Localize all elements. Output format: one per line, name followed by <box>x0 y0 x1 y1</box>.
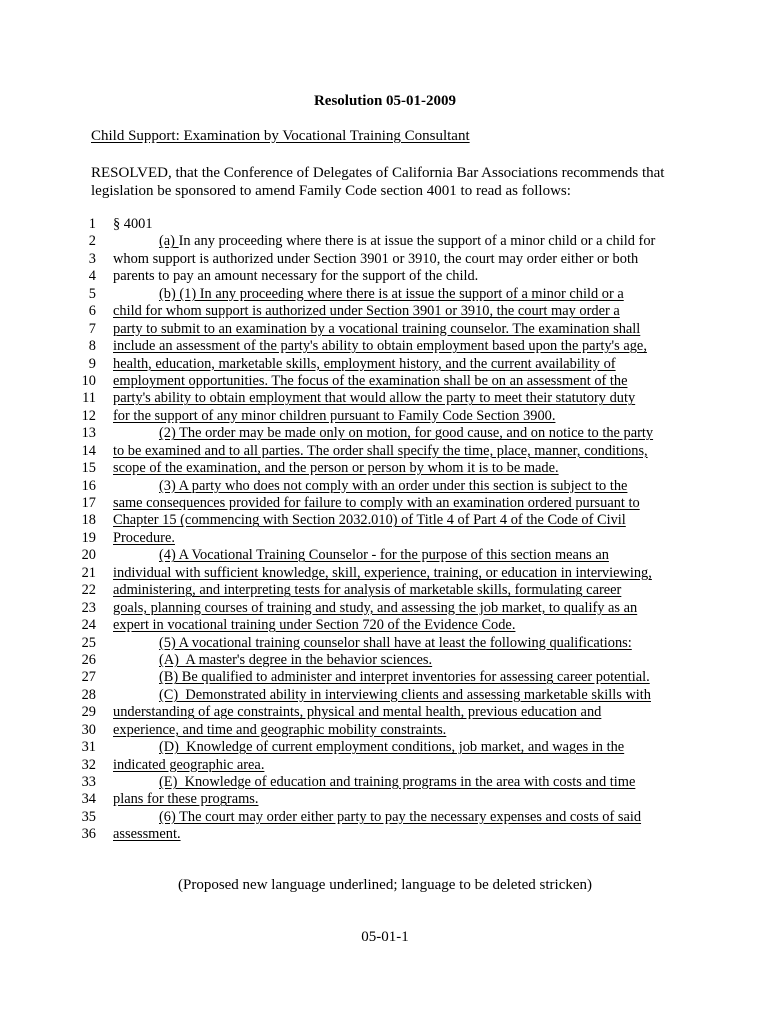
line-text <box>113 390 635 407</box>
plain-text: parents to pay an amount necessary for the support of the child. <box>113 268 479 285</box>
statute-line <box>0 826 770 843</box>
line-text <box>159 774 635 791</box>
line-number: 6 <box>88 303 96 320</box>
line-text <box>159 652 432 669</box>
plain-text: In any proceeding where there is at issue the support of a minor child or a child for <box>178 233 656 250</box>
underlined-text: (A) A master's degree in the behavior sciences. <box>159 651 433 668</box>
statute-line <box>0 600 770 617</box>
statute-line <box>0 443 770 460</box>
line-text <box>113 582 621 599</box>
underlined-text: plans for these programs. <box>113 791 259 808</box>
line-number: 4 <box>88 268 96 285</box>
line-text <box>159 635 632 652</box>
statute-line <box>0 408 770 425</box>
document-title: Resolution 05-01-2009 <box>313 93 457 109</box>
line-number: 14 <box>81 442 96 459</box>
line-text <box>113 600 637 617</box>
underlined-text: (a) <box>159 233 179 250</box>
line-text <box>159 425 653 442</box>
line-number: 1 <box>88 216 96 232</box>
statute-line <box>0 652 770 669</box>
line-text <box>159 669 650 686</box>
line-number: 21 <box>81 564 96 581</box>
underlined-text: expert in vocational training under Section 720 of the Evidence Code. <box>113 617 516 634</box>
line-text <box>159 739 624 756</box>
line-number: 9 <box>88 355 96 372</box>
statute-line <box>0 216 770 233</box>
line-number: 31 <box>81 739 96 756</box>
line-number: 5 <box>88 285 96 302</box>
line-text <box>113 216 153 233</box>
statute-line <box>0 338 770 355</box>
statute-line <box>0 286 770 303</box>
page-number: 05-01-1 <box>361 929 409 945</box>
underlined-text: scope of the examination, and the person or person by whom it is to be made. <box>113 460 559 477</box>
statute-line <box>0 635 770 652</box>
underlined-text: party to submit to an examination by a vocational training counselor. The examination shall <box>113 320 641 337</box>
line-number: 27 <box>81 669 96 686</box>
underlined-text: (4) A Vocational Training Counselor - for the purpose of this section means an <box>159 547 609 564</box>
line-number: 8 <box>88 338 96 355</box>
line-number: 12 <box>81 407 96 424</box>
line-text <box>113 321 640 338</box>
line-number: 17 <box>81 495 96 511</box>
line-text <box>159 687 651 704</box>
statute-line <box>0 478 770 495</box>
statute-line <box>0 233 770 250</box>
underlined-text: understanding of age constraints, physical and mental health, previous education and <box>113 704 602 721</box>
line-number: 36 <box>81 826 96 843</box>
statute-line <box>0 704 770 721</box>
statute-line <box>0 373 770 390</box>
underlined-text: Procedure. <box>113 529 175 546</box>
underlined-text: (2) The order may be made only on motion, for good cause, and on notice to the party <box>159 425 654 442</box>
underlined-text: (3) A party who does not comply with an order under this section is subject to the <box>159 477 628 494</box>
underlined-text: assessment. <box>113 826 181 843</box>
line-number: 28 <box>81 686 96 703</box>
underlined-text: health, education, marketable skills, employment history, and the current availability of <box>113 355 616 372</box>
line-text <box>113 495 640 512</box>
line-text <box>113 565 652 582</box>
underlined-text: (6) The court may order either party to pay the necessary expenses and costs of said <box>159 808 642 825</box>
underlined-text: (b) (1) In any proceeding where there is at issue the support of a minor child or a <box>159 285 624 302</box>
resolved-paragraph <box>91 164 691 200</box>
line-text <box>113 617 515 634</box>
numbered-statute-lines <box>0 216 770 844</box>
line-number: 32 <box>81 756 96 773</box>
underlined-text: administering, and interpreting tests for analysis of marketable skills, formulating career <box>113 582 622 599</box>
statute-line <box>0 582 770 599</box>
underlined-text: (C) Demonstrated ability in interviewing clients and assessing marketable skills with <box>159 686 651 703</box>
underlined-text: party's ability to obtain employment that would allow the party to meet their statutory duty <box>113 390 636 407</box>
line-text <box>113 408 555 425</box>
statute-line <box>0 356 770 373</box>
line-text <box>113 356 616 373</box>
line-number: 19 <box>81 529 96 546</box>
line-text <box>159 547 609 564</box>
line-number: 18 <box>81 512 96 529</box>
line-text <box>113 757 264 774</box>
line-text <box>113 530 175 547</box>
line-number: 33 <box>81 774 96 790</box>
line-text <box>113 460 559 477</box>
underlined-text: employment opportunities. The focus of the examination shall be on an assessment of the <box>113 372 628 389</box>
underlined-text: child for whom support is authorized under Section 3901 or 3910, the court may order a <box>113 303 620 320</box>
resolved-line-2: legislation be sponsored to amend Family Code section 4001 to read as follows: <box>91 183 571 199</box>
line-number: 2 <box>88 233 96 250</box>
resolved-line-1: RESOLVED, that the Conference of Delegates of California Bar Associations recommends that <box>91 165 665 181</box>
line-number: 23 <box>81 599 96 616</box>
line-text <box>113 338 647 355</box>
plain-text: whom support is authorized under Section 3901 or 3910, the court may order either or both <box>113 250 639 267</box>
statute-line <box>0 565 770 582</box>
statute-line <box>0 390 770 407</box>
line-text <box>159 286 624 303</box>
line-number: 7 <box>88 320 96 337</box>
statute-line <box>0 512 770 529</box>
line-text <box>113 373 628 390</box>
document-subtitle: Child Support: Examination by Vocational Training Consultant <box>91 128 470 144</box>
line-number: 34 <box>81 791 96 808</box>
statute-line <box>0 809 770 826</box>
line-number: 35 <box>81 808 96 825</box>
statute-line <box>0 251 770 268</box>
underlined-text: same consequences provided for failure to comply with an examination ordered pursuant to <box>113 495 640 511</box>
statute-line <box>0 791 770 808</box>
line-number: 30 <box>81 721 96 738</box>
line-number: 24 <box>81 617 96 634</box>
statute-line <box>0 460 770 477</box>
line-text <box>113 791 258 808</box>
statute-line <box>0 268 770 285</box>
line-text <box>159 809 641 826</box>
underlined-text: indicated geographic area. <box>113 756 265 773</box>
line-text <box>113 251 638 268</box>
statute-line <box>0 669 770 686</box>
line-number: 13 <box>81 425 96 442</box>
statute-line <box>0 547 770 564</box>
line-text <box>113 268 478 285</box>
line-number: 16 <box>81 477 96 494</box>
line-number: 10 <box>81 372 96 389</box>
statute-line <box>0 530 770 547</box>
line-number: 11 <box>82 390 96 407</box>
line-text <box>113 704 601 721</box>
underlined-text: (D) Knowledge of current employment conditions, job market, and wages in the <box>159 739 625 756</box>
underlined-text: individual with sufficient knowledge, skill, experience, training, or education in interviewing, <box>113 564 652 581</box>
statute-line <box>0 687 770 704</box>
statute-line <box>0 722 770 739</box>
plain-text: § 4001 <box>113 216 153 232</box>
line-text <box>113 512 626 529</box>
underlined-text: Chapter 15 (commencing with Section 2032.010) of Title 4 of Part 4 of the Code of Civil <box>113 512 626 529</box>
underlined-text: include an assessment of the party's ability to obtain employment based upon the party's age, <box>113 338 647 355</box>
statute-line <box>0 425 770 442</box>
underlined-text: for the support of any minor children pursuant to Family Code Section 3900. <box>113 407 556 424</box>
line-text <box>159 233 655 250</box>
statute-line <box>0 303 770 320</box>
underlined-text: goals, planning courses of training and study, and assessing the job market, to qualify as an <box>113 599 638 616</box>
line-text <box>113 303 620 320</box>
statute-line <box>0 495 770 512</box>
statute-line <box>0 739 770 756</box>
statute-line <box>0 321 770 338</box>
line-number: 20 <box>81 547 96 564</box>
underlined-text: (5) A vocational training counselor shall have at least the following qualifications: <box>159 634 632 651</box>
line-text <box>113 443 648 460</box>
underlined-text: experience, and time and geographic mobility constraints. <box>113 721 447 738</box>
line-text <box>113 722 446 739</box>
line-text <box>113 826 181 843</box>
line-number: 3 <box>88 250 96 267</box>
statute-line <box>0 774 770 791</box>
line-number: 26 <box>81 651 96 668</box>
statute-line <box>0 757 770 774</box>
underlined-text: to be examined and to all parties. The order shall specify the time, place, manner, conditions, <box>113 442 648 459</box>
line-number: 15 <box>81 460 96 477</box>
line-number: 29 <box>81 704 96 721</box>
line-number: 22 <box>81 582 96 599</box>
statute-line <box>0 617 770 634</box>
underlined-text: (B) Be qualified to administer and interpret inventories for assessing career potential. <box>159 669 650 686</box>
footer-note: (Proposed new language underlined; language to be deleted stricken) <box>177 877 593 893</box>
underlined-text: (E) Knowledge of education and training programs in the area with costs and time <box>159 774 636 790</box>
line-text <box>159 478 627 495</box>
line-number: 25 <box>81 634 96 651</box>
